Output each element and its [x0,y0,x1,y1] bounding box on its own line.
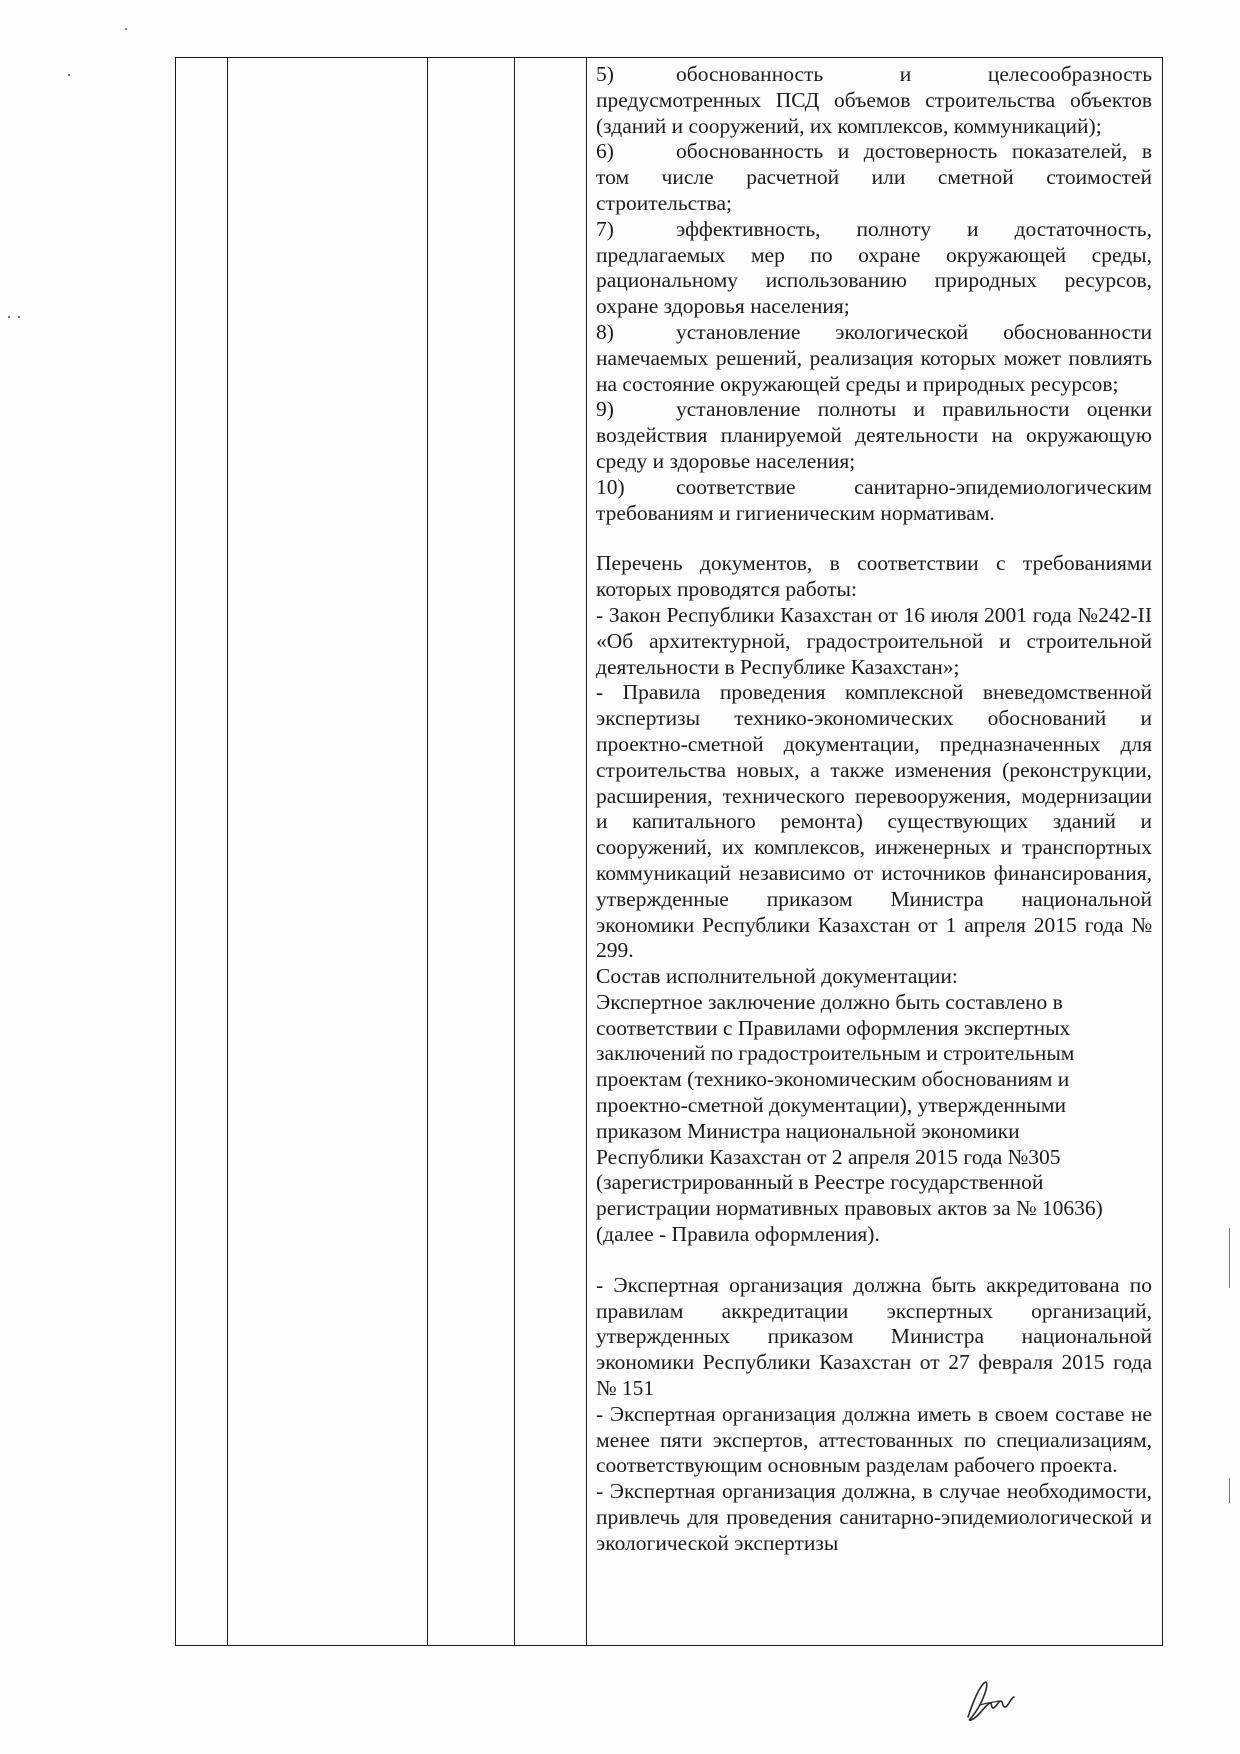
scan-edge-mark [1229,1228,1230,1288]
item-number: 9) [596,397,614,422]
exec-docs-line: Экспертное заключение должно быть составлено в [596,989,1063,1014]
list-item [596,217,1152,320]
docs-intro: Перечень документов, в соответствии с требованиями которых проводятся работы: [596,551,1152,602]
exec-docs-line: заключений по градостроительным и строительным [596,1041,1075,1066]
exec-docs-line: (зарегистрированный в Реестре государственной [596,1170,1044,1195]
list-item [596,397,1152,474]
docs-law: - Закон Республики Казахстан от 16 июля 2001 года №242-II «Об архитектурной, градостроительной и строительной деятельности в Республике Казахстан»; [596,602,1152,679]
list-item [596,320,1152,397]
exec-docs-line: проектам (технико-экономическим обоснованиям и [596,1067,1070,1092]
item-number: 7) [596,216,614,241]
requirements-cell [596,62,1152,1645]
docs-rules: - Правила проведения комплексной вневедомственной экспертизы технико-экономических обоснований и проектно-сметной документации, предназначенных для строительства новых, а также изменения (реконструкции, расширения, технического перевооружения, модернизации и капитального ремонта) существующих зданий и сооружений, их комплексов, инженерных и транспортных коммуникаций независимо от источников финансирования, утвержденные приказом Министра национальной экономики Республики Казахстан от 1 апреля 2015 года № 299. [596,680,1152,963]
table-column-divider [514,58,515,1645]
list-item [596,62,1152,139]
item-text: установление полноты и правильности оценки воздействия планируемой деятельности на окружающую среду и здоровье населения; [596,397,1152,473]
item-text: соответствие санитарно-эпидемиологическим требованиям и гигиеническим нормативам. [596,474,1152,525]
exec-docs-line: проектно-сметной документации), утвержденными [596,1093,1066,1118]
table-column-divider [227,58,228,1645]
exec-docs-line: регистрации нормативных правовых актов за № 10636) [596,1196,1103,1221]
org-experts: - Экспертная организация должна иметь в своем составе не менее пяти экспертов, аттестованных по специализациям, соответствующим основным разделам рабочего проекта. [596,1401,1152,1478]
exec-docs-title: Состав исполнительной документации: [596,964,958,989]
scan-speck [68,74,70,76]
scan-speck [8,316,10,318]
item-number: 5) [596,62,614,86]
scan-edge-mark [1229,1478,1230,1503]
item-text: установление экологической обоснованности намечаемых решений, реализация которых может повлиять на состояние окружающей среды и природных ресурсов; [596,319,1152,396]
item-number: 10) [596,474,625,499]
list-item [596,139,1152,216]
item-number: 6) [596,139,614,164]
signature-icon [960,1675,1030,1725]
document-table [175,57,1163,1646]
list-item [596,475,1152,527]
item-text: эффективность, полноту и достаточность, предлагаемых мер по охране окружающей среды, рациональному использованию природных ресурсов, охране здоровья населения; [596,216,1152,319]
item-number: 8) [596,319,614,344]
exec-docs-line: приказом Министра национальной экономики [596,1118,1020,1143]
exec-docs-line: Республики Казахстан от 2 апреля 2015 года №305 [596,1144,1061,1169]
item-text: обоснованность и целесообразность предусмотренных ПСД объемов строительства объектов (зданий и сооружений, их комплексов, коммуникаций); [596,62,1152,138]
exec-docs-line: соответствии с Правилами оформления экспертных [596,1015,1071,1040]
org-involve: - Экспертная организация должна, в случае необходимости, привлечь для проведения санитарно-эпидемиологической и экологической экспертизы [596,1479,1152,1555]
exec-docs-line: (далее - Правила оформления). [596,1222,880,1247]
org-accredited: - Экспертная организация должна быть аккредитована по правилам аккредитации экспертных организаций, утвержденных приказом Министра национальной экономики Республики Казахстан от 27 февраля 2015 года № 151 [596,1272,1152,1401]
table-column-divider [427,58,428,1645]
scan-speck [18,316,20,318]
table-column-divider [586,58,587,1645]
item-text: обоснованность и достоверность показателей, в том числе расчетной или сметной стоимостей строительства; [596,139,1152,215]
scan-speck [125,28,127,30]
